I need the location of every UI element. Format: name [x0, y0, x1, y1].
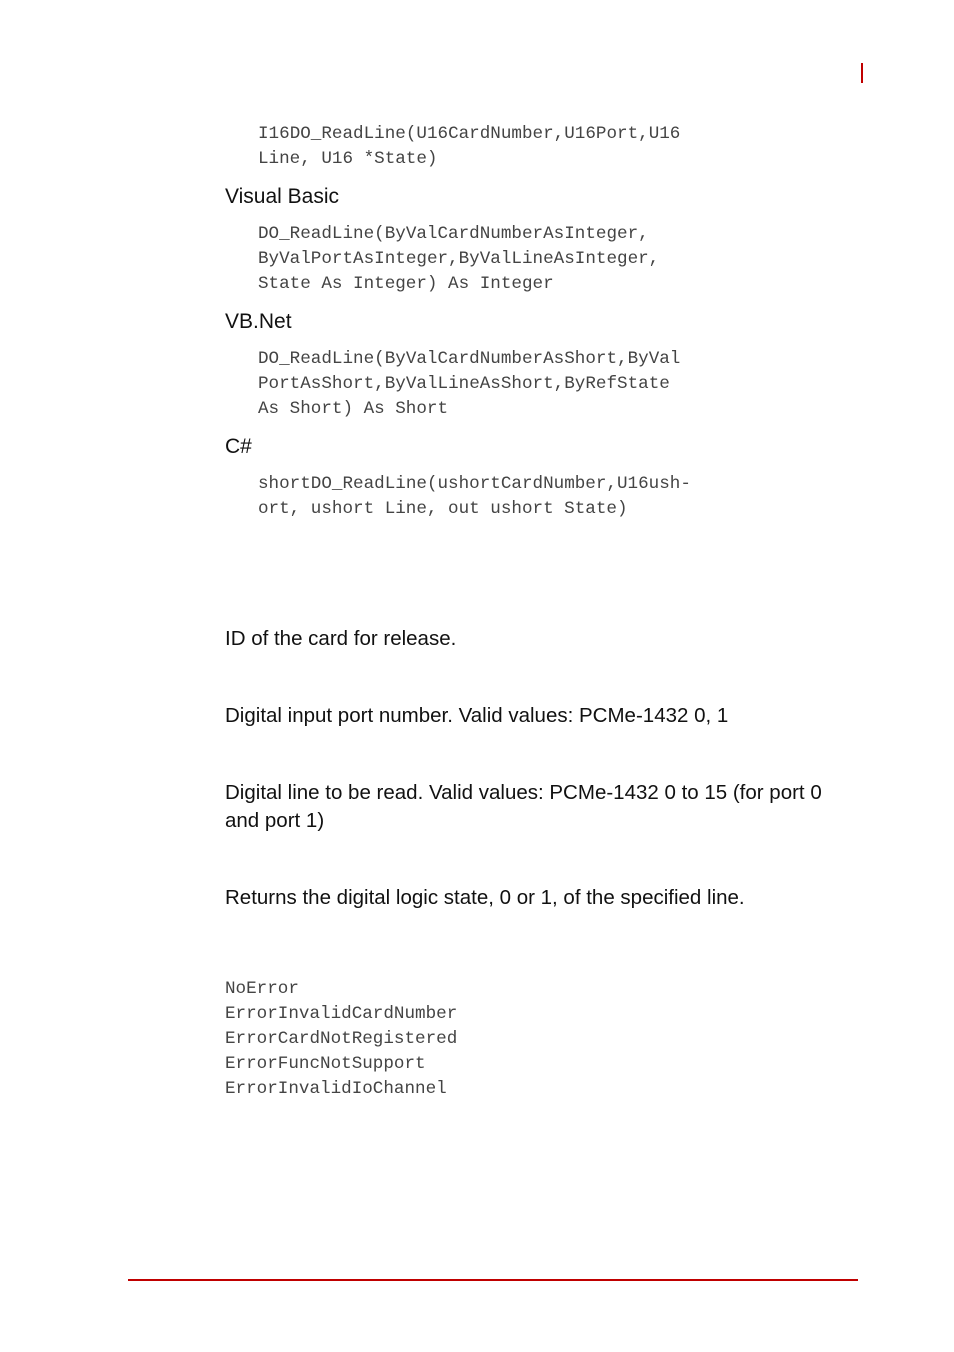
code-token: As	[479, 374, 501, 394]
code-token: DO_ReadLine	[258, 349, 375, 369]
code-token: DO_ReadLine	[310, 474, 427, 494]
vbnet-heading: VB.Net	[225, 310, 292, 333]
return-code: ErrorInvalidCardNumber	[225, 1004, 458, 1024]
code-token: Short,	[564, 349, 628, 369]
code-line	[258, 222, 824, 247]
code-token: U16	[616, 474, 649, 494]
code-token: ByVal	[258, 249, 311, 269]
code-token: (ByVal	[374, 224, 438, 244]
code-line	[258, 372, 824, 397]
code-token: short	[258, 474, 311, 494]
param-card-number-desc: ID of the card for release.	[225, 627, 457, 650]
code-token: Integer,	[374, 249, 459, 269]
code-token: ush-	[648, 474, 691, 494]
code-token: Port	[258, 374, 301, 394]
return-code: ErrorInvalidIoChannel	[225, 1079, 447, 1099]
code-token: DO_ReadLine	[289, 124, 406, 144]
code-token: CardNumber,	[448, 124, 565, 144]
param-state-desc: Returns the digital logic state, 0 or 1, of the specified line.	[225, 886, 745, 909]
code-line: Line, U16 *State)	[258, 149, 438, 169]
code-line	[258, 347, 824, 372]
code-token: State	[617, 374, 670, 394]
code-line	[258, 247, 824, 272]
code-token: As	[543, 224, 565, 244]
code-line: ort, ushort Line, out ushort State)	[258, 499, 628, 519]
code-token: (U16	[405, 124, 449, 144]
code-token: ByVal	[384, 374, 438, 394]
csharp-syntax-block	[258, 472, 824, 522]
code-token: ByVal	[458, 249, 512, 269]
code-token: I16	[258, 124, 290, 144]
code-token: (ByVal	[374, 349, 438, 369]
code-token: Short,	[321, 374, 385, 394]
code-token: As	[543, 349, 565, 369]
code-token: U16	[564, 124, 596, 144]
code-token: Port,	[595, 124, 649, 144]
footer-rule	[128, 1279, 858, 1281]
code-token: CardNumber,	[500, 474, 617, 494]
code-token: As	[300, 374, 322, 394]
code-token: CardNumber	[437, 349, 544, 369]
return-code: ErrorCardNotRegistered	[225, 1029, 458, 1049]
csharp-heading: C#	[225, 435, 252, 458]
code-token: As	[553, 249, 575, 269]
code-line: State As Integer) As Integer	[258, 274, 554, 294]
vbnet-syntax-block	[258, 347, 824, 422]
code-token: (ushort	[426, 474, 501, 494]
code-token: Short,	[500, 374, 565, 394]
code-token: ByRef	[564, 374, 618, 394]
code-token: CardNumber	[437, 224, 544, 244]
code-token: Line	[511, 249, 554, 269]
code-token: ByVal	[627, 349, 681, 369]
param-line-desc: Digital line to be read. Valid values: PCMe-1432 0 to 15 (for port 0 and port 1)	[225, 781, 822, 832]
code-token: Port	[310, 249, 354, 269]
param-port-desc: Digital input port number. Valid values: PCMe-1432 0, 1	[225, 704, 729, 727]
c-syntax-block	[258, 122, 824, 172]
code-line	[258, 122, 824, 147]
return-code: NoError	[225, 979, 299, 999]
code-token: U16	[648, 124, 681, 144]
return-codes-list	[225, 977, 457, 1102]
return-code: ErrorFuncNotSupport	[225, 1054, 426, 1074]
visual-basic-heading: Visual Basic	[225, 185, 340, 208]
code-token: DO_ReadLine	[258, 224, 375, 244]
code-token: As	[353, 249, 375, 269]
code-line	[258, 472, 824, 497]
code-token: Integer,	[574, 249, 660, 269]
code-line: As Short) As Short	[258, 399, 449, 419]
code-token: Line	[437, 374, 480, 394]
chapter-marker	[861, 63, 863, 83]
vb-syntax-block	[258, 222, 824, 297]
code-token: Integer,	[564, 224, 649, 244]
